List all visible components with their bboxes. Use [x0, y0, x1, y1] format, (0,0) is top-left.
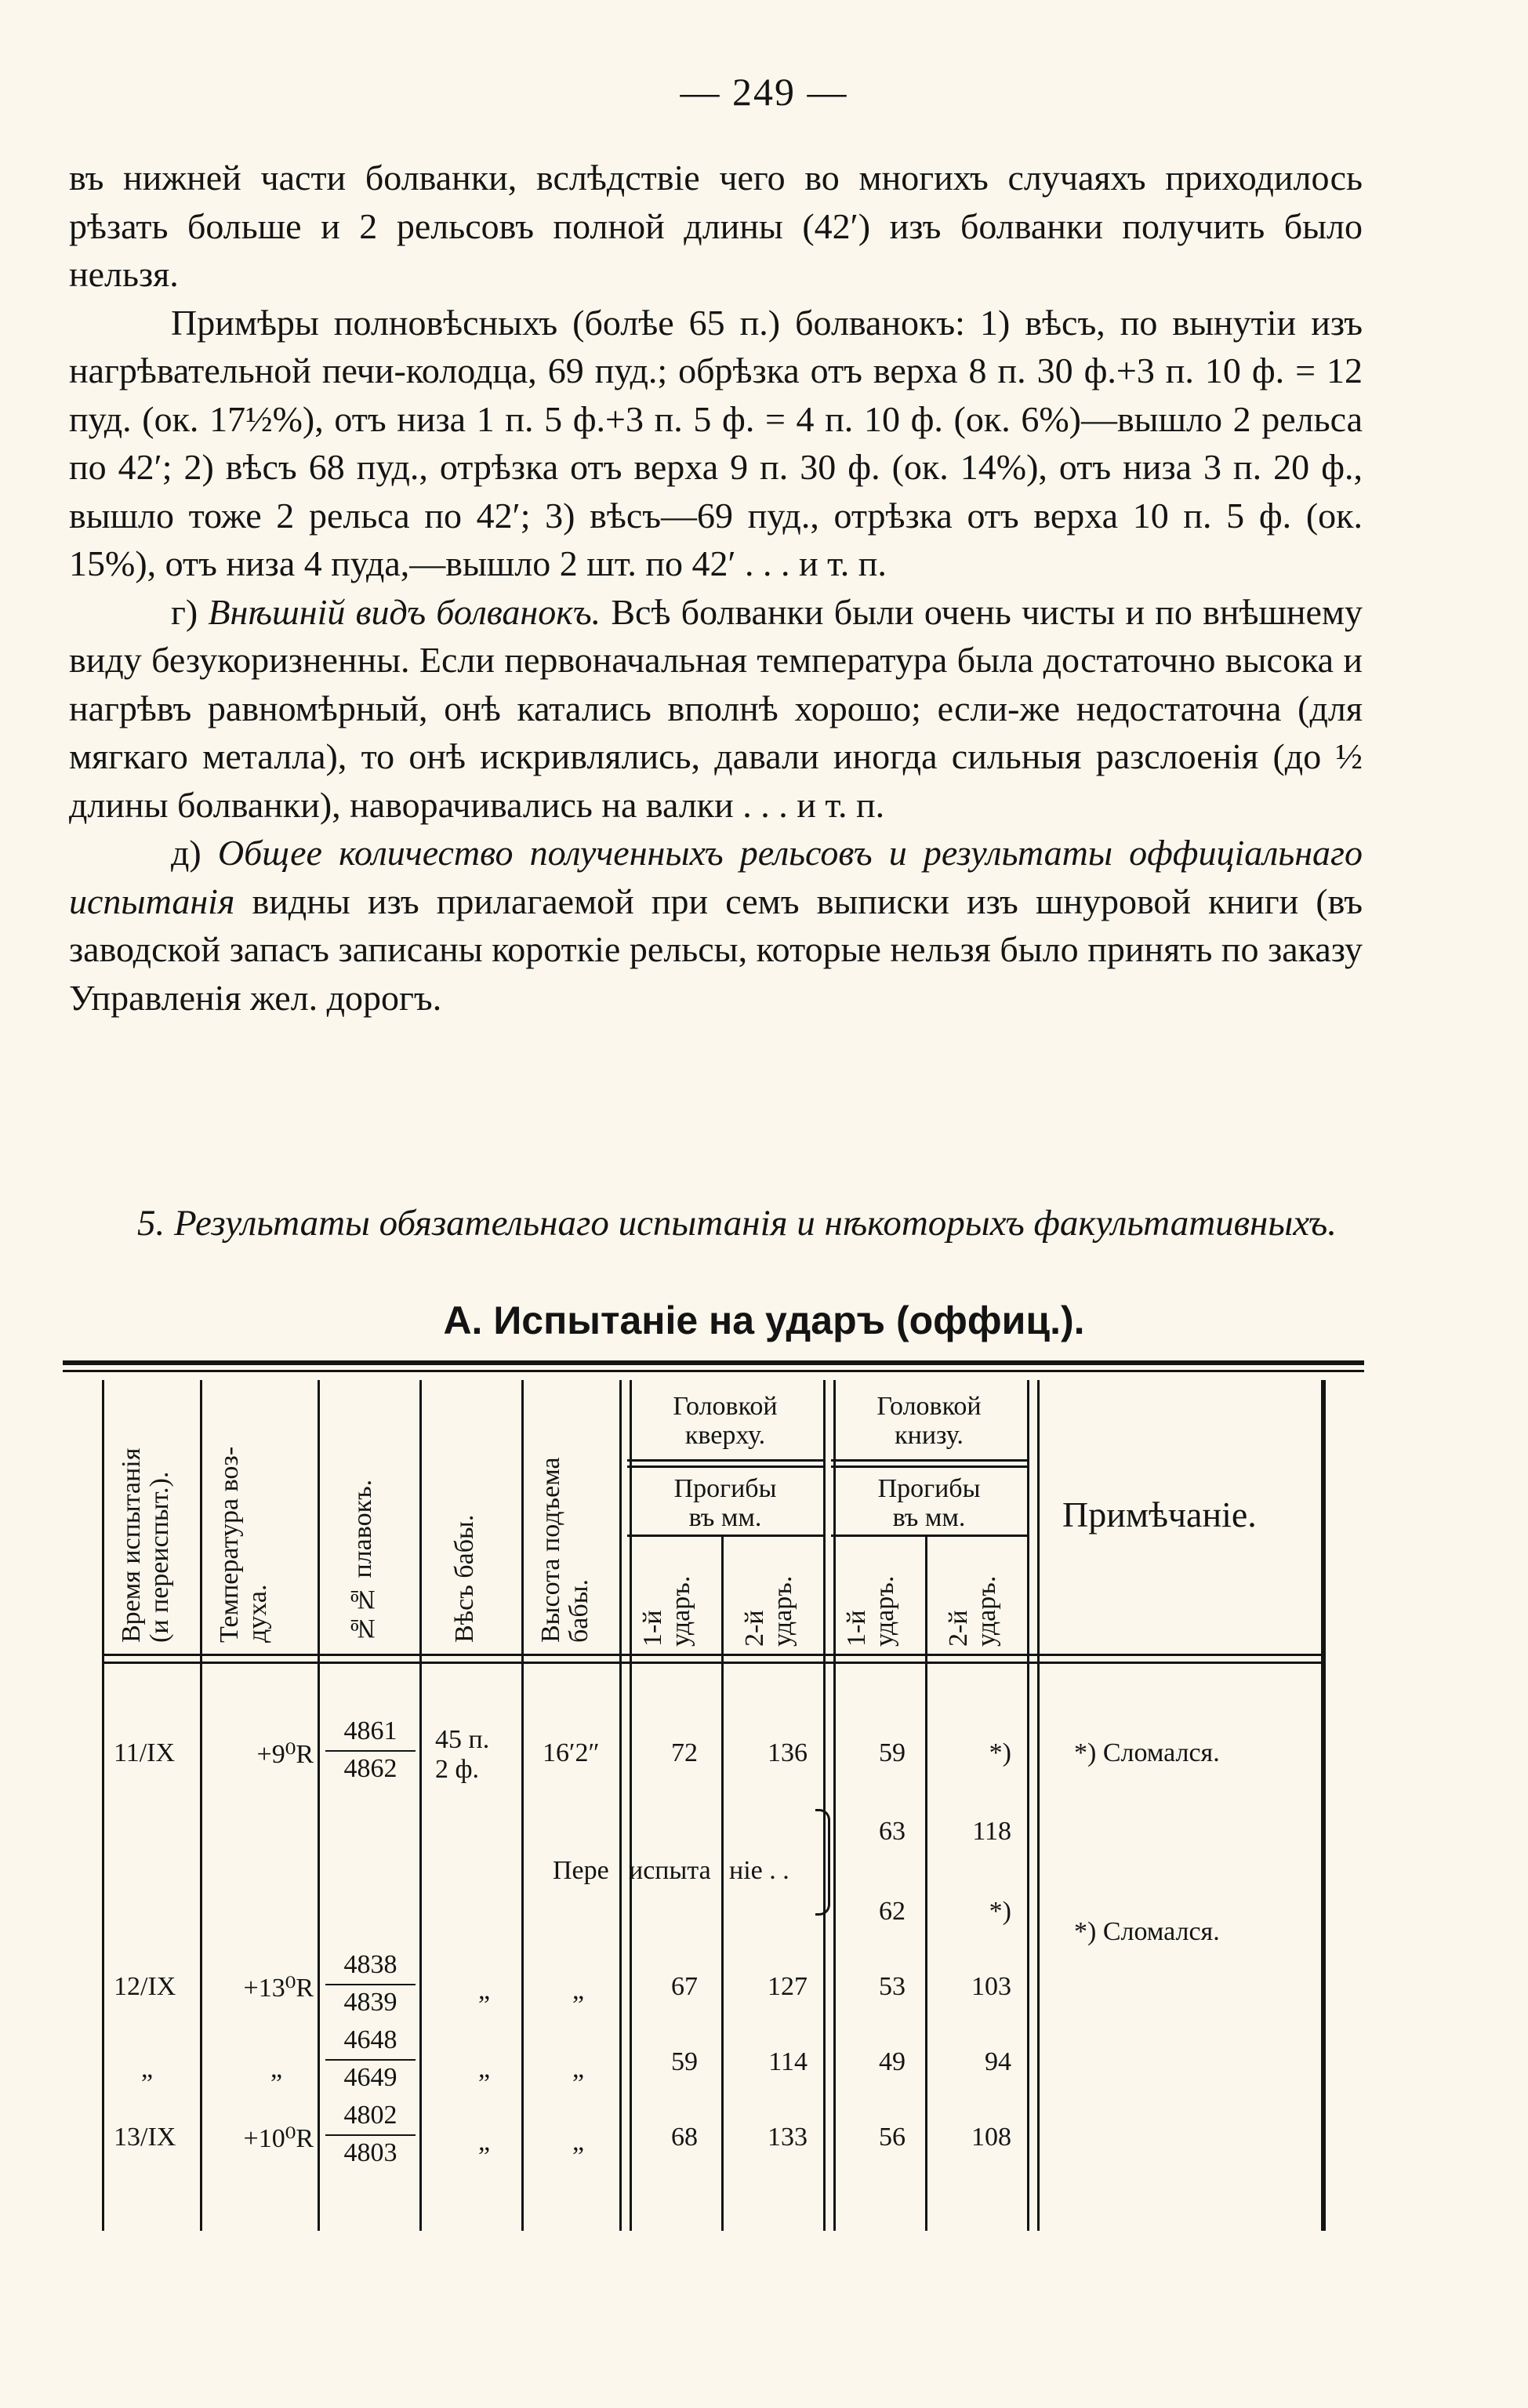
header-head-up: Головкой кверху.	[673, 1392, 778, 1450]
header-up-hit2: 2-й ударъ.	[740, 1575, 797, 1647]
group-down-rule-2	[831, 1466, 1027, 1468]
paragraph-4-text: видны изъ прилагаемой при семъ выписки изъ шнуровой книги (въ заводской запасъ записаны короткіе рельсы, которые нельзя было принять по заказу Управленія жел. дорогъ.	[69, 881, 1363, 1018]
bends-up-rule	[627, 1535, 823, 1537]
col-rule-8	[925, 1537, 927, 2231]
row1-down-hit2: *)	[989, 1738, 1011, 1767]
retest1-down-hit2: 118	[972, 1817, 1011, 1846]
paragraph-4-prefix: д)	[171, 833, 201, 873]
row3-temp: „	[270, 2054, 283, 2083]
paragraph-4	[69, 829, 1363, 1022]
header-rule-2	[102, 1662, 1325, 1664]
col-rule-4	[521, 1380, 524, 2231]
row4-heat-a: 4802	[343, 2101, 397, 2130]
row3-heat-a: 4648	[343, 2025, 397, 2054]
header-heats: №№ плавокъ.	[348, 1479, 377, 1643]
row1-up-hit1: 72	[671, 1738, 698, 1767]
retest-brace	[815, 1809, 830, 1916]
paragraph-3-italic: Внѣшній видъ болванокъ.	[208, 591, 601, 632]
header-time: Время испытанія (и переиспыт.).	[117, 1447, 174, 1643]
row3-weight: „	[478, 2054, 491, 2083]
header-down-hit1: 1-й ударъ.	[842, 1575, 899, 1647]
col-rule-1	[200, 1380, 202, 2231]
row4-up-hit1: 68	[671, 2123, 698, 2152]
paragraph-3-prefix: г)	[171, 591, 198, 632]
row3-down-hit2: 94	[985, 2047, 1011, 2076]
header-down-hit2: 2-й ударъ.	[944, 1575, 1001, 1647]
group-up-rule-2	[627, 1466, 823, 1468]
col-rule-3	[419, 1380, 422, 2231]
row4-weight: „	[478, 2127, 491, 2156]
group-down-rule	[831, 1459, 1027, 1462]
col-rule-2	[318, 1380, 320, 2231]
header-head-down: Головкой книзу.	[877, 1392, 982, 1450]
header-remark: Примѣчаніе.	[1062, 1495, 1257, 1535]
row2-heat-a: 4838	[343, 1950, 397, 1979]
table-top-rule	[63, 1360, 1364, 1365]
row1-up-hit2: 136	[768, 1738, 808, 1767]
col-rule-0	[102, 1380, 104, 2231]
col-rule-9	[1027, 1380, 1040, 2231]
row3-heat-fraction-line	[325, 2059, 416, 2061]
table-top-rule-2	[63, 1370, 1364, 1372]
row1-weight: 45 п. 2 ф.	[435, 1725, 490, 1784]
row1-heat-a: 4861	[343, 1716, 397, 1745]
section-heading: 5. Результаты обязательнаго испытанія и нѣкоторыхъ факультативныхъ.	[136, 1203, 1337, 1244]
header-rule	[102, 1654, 1325, 1656]
row4-heat-b: 4803	[343, 2138, 397, 2167]
row2-down-hit1: 53	[879, 1972, 906, 2001]
table-title: А. Испытаніе на ударъ (оффиц.).	[443, 1298, 1085, 1342]
row1-remark: *) Сломался.	[1074, 1738, 1220, 1767]
row1-heat-fraction-line	[325, 1750, 416, 1752]
row3-time: „	[141, 2054, 154, 2083]
paragraph-2: Примѣры полновѣсныхъ (болѣе 65 п.) болванокъ: 1) вѣсъ, по вынутіи изъ нагрѣвательной печи-колодца, 69 пуд.; обрѣзка отъ верха 8 п. 30 ф.+3 п. 10 ф. = 12 пуд. (ок. 17½%), отъ низа 1 п. 5 ф.+3 п. 5 ф. = 4 п. 10 ф. (ок. 6%)—вышло 2 рельса по 42′; 2) вѣсъ 68 пуд., отрѣзка отъ верха 9 п. 30 ф. (ок. 14%), отъ низа 3 п. 20 ф., вышло тоже 2 рельса по 42′; 3) вѣсъ—69 пуд., отрѣзка отъ верха 10 п. 5 ф. (ок. 15%), отъ низа 4 пуда,—вышло 2 шт. по 42′ . . . и т. п.	[69, 302, 1363, 583]
row4-time: 13/IX	[114, 2123, 176, 2152]
row2-up-hit2: 127	[768, 1972, 808, 2001]
header-height: Высота подъема бабы.	[536, 1457, 593, 1643]
header-temperature: Температура воз- духа.	[215, 1446, 272, 1643]
row2-height: „	[572, 1976, 585, 2005]
retest2-down-hit1: 62	[879, 1897, 906, 1926]
body-text	[69, 154, 1363, 1022]
paragraph-3-text: Всѣ болванки были очень чисты и по внѣшнему виду безукоризненны. Если первоначальная температура была достаточно высока и нагрѣвъ равномѣрный, онѣ катались вполнѣ хорошо; если-же недостаточна (для мягкаго металла), то онѣ искривлялись, давали иногда сильныя разслоенія (до ½ длины болванки), наворачивались на валки . . . и т. п.	[69, 591, 1363, 825]
header-bends-up: Прогибы въ мм.	[673, 1474, 777, 1532]
paragraph-4-italic: Общее количество полученныхъ рельсовъ и результаты оффиціальнаго испытанія	[69, 833, 1363, 921]
row1-temp: +9⁰R	[256, 1740, 314, 1769]
header-weight: Вѣсъ бабы.	[450, 1514, 479, 1643]
row3-down-hit1: 49	[879, 2047, 906, 2076]
row4-down-hit1: 56	[879, 2123, 906, 2152]
bends-down-rule	[831, 1535, 1027, 1537]
header-bends-down: Прогибы въ мм.	[877, 1474, 981, 1532]
paragraph-3	[69, 588, 1363, 830]
row2-up-hit1: 67	[671, 1972, 698, 2001]
col-rule-10	[1321, 1380, 1326, 2231]
col-rule-6	[721, 1537, 724, 2231]
row3-heat-b: 4649	[343, 2063, 397, 2092]
row4-down-hit2: 108	[971, 2123, 1011, 2152]
row1-heat-b: 4862	[343, 1754, 397, 1783]
row4-height: „	[572, 2127, 585, 2156]
paragraph-1: въ нижней части болванки, вслѣдствіе чего во многихъ случаяхъ приходилось рѣзать больше и 2 рельсовъ полной длины (42′) изъ болванки получить было нельзя.	[69, 158, 1363, 294]
retest2-remark: *) Сломался.	[1074, 1917, 1220, 1946]
retest-label-3: ніе . .	[729, 1856, 789, 1885]
retest1-down-hit1: 63	[879, 1817, 906, 1846]
row2-weight: „	[478, 1976, 491, 2005]
row2-down-hit2: 103	[971, 1972, 1011, 2001]
retest2-down-hit2: *)	[989, 1897, 1011, 1926]
row4-heat-fraction-line	[325, 2134, 416, 2136]
row2-heat-fraction-line	[325, 1984, 416, 1985]
row2-temp: +13⁰R	[243, 1974, 314, 2003]
row4-up-hit2: 133	[768, 2123, 808, 2152]
header-up-hit1: 1-й ударъ.	[638, 1575, 695, 1647]
row1-time: 11/IX	[114, 1738, 176, 1767]
impact-test-table	[63, 1360, 1364, 2231]
row3-height: „	[572, 2054, 585, 2083]
row1-down-hit1: 59	[879, 1738, 906, 1767]
row3-up-hit1: 59	[671, 2047, 698, 2076]
row3-up-hit2: 114	[768, 2047, 808, 2076]
row4-temp: +10⁰R	[243, 2124, 314, 2153]
page-number: — 249 —	[680, 70, 848, 114]
retest-label-2: испыта	[629, 1856, 711, 1885]
group-up-rule	[627, 1459, 823, 1462]
retest-label-1: Пере	[553, 1856, 609, 1885]
row2-time: 12/IX	[114, 1972, 176, 2001]
row2-heat-b: 4839	[343, 1988, 397, 2017]
row1-height: 16′2″	[543, 1738, 600, 1767]
